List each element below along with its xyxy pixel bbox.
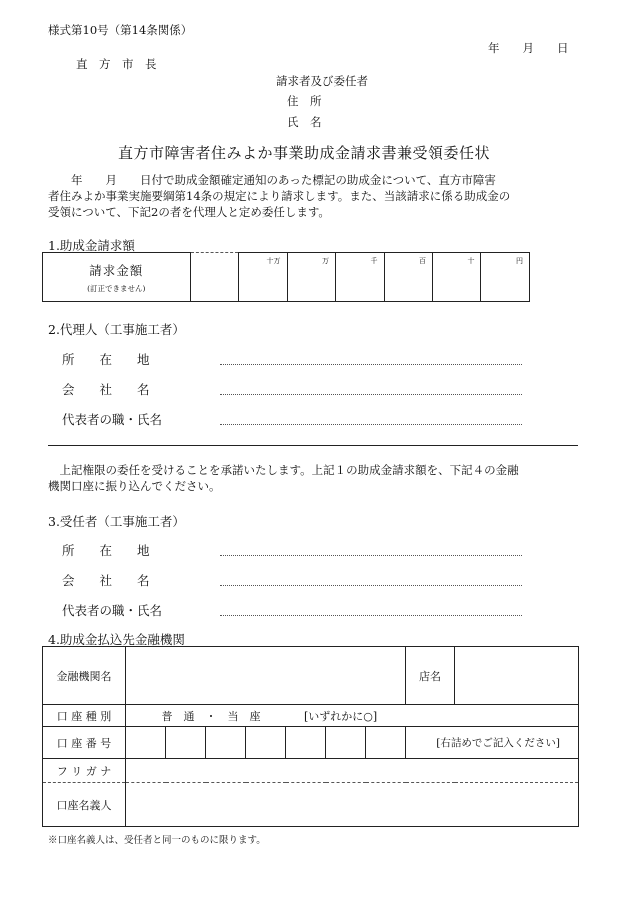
branch-input[interactable] <box>455 647 579 705</box>
section4-heading: 4.助成金払込先金融機関 <box>48 632 185 647</box>
applicant-name-label: 氏 名 <box>287 115 322 129</box>
bank-account-table <box>42 646 579 827</box>
assignee-address-label: 所 在 地 <box>62 543 150 558</box>
agent-address-line[interactable] <box>220 364 522 365</box>
footnote: ※口座名義人は、受任者と同一のものに限ります。 <box>48 835 266 846</box>
bank-name-label: 金融機関名 <box>43 647 126 705</box>
agent-company-line[interactable] <box>220 394 522 395</box>
amount-digit-cell[interactable]: 万 <box>287 253 335 302</box>
assignee-address-line[interactable] <box>220 555 522 556</box>
account-digit-cell[interactable] <box>126 727 166 759</box>
assignee-company-line[interactable] <box>220 585 522 586</box>
account-type-cell[interactable] <box>126 705 579 727</box>
intro-line: 受領について、下記2の者を代理人と定め委任します。 <box>48 205 330 219</box>
document-title: 直方市障害者住みよか事業助成金請求書兼受領委任状 <box>118 144 491 162</box>
form-number: 様式第10号（第14条関係） <box>48 23 193 37</box>
account-digit-cell[interactable] <box>206 727 246 759</box>
account-digit-cell[interactable] <box>286 727 326 759</box>
amount-digit-cell[interactable]: 十万 <box>239 253 287 302</box>
account-type-options[interactable]: 普 通 ・ 当 座 <box>161 709 261 723</box>
account-digit-cell[interactable] <box>166 727 206 759</box>
account-type-hint: [いずれかに○] <box>304 709 378 723</box>
date-line: 年 月 日 <box>488 41 569 55</box>
intro-line: 者住みよか事業実施要綱第14条の規定により請求します。また、当該請求に係る助成金の <box>48 189 511 203</box>
intro-line: 年 月 日付で助成金額確定通知のあった標記の助成金について、直方市障害 <box>48 173 496 187</box>
intro-paragraph <box>48 172 583 220</box>
consent-paragraph <box>48 462 583 494</box>
claim-amount-table <box>42 252 530 302</box>
addressee: 直 方 市 長 <box>76 57 157 71</box>
divider <box>48 445 578 446</box>
applicant-heading: 請求者及び委任者 <box>276 74 368 88</box>
section2-heading: 2.代理人（工事施工者） <box>48 322 185 337</box>
agent-address-label: 所 在 地 <box>62 352 150 367</box>
consent-line: 機関口座に振り込んでください。 <box>48 479 221 493</box>
furigana-input[interactable] <box>126 759 579 783</box>
amount-digit-cell[interactable]: 十 <box>432 253 480 302</box>
amount-digit-cell[interactable]: 千 <box>336 253 384 302</box>
furigana-label: フ リ ガ ナ <box>43 759 126 783</box>
account-digit-cell[interactable] <box>326 727 366 759</box>
agent-company-label: 会 社 名 <box>62 382 150 397</box>
account-number-hint: [右詰めでご記入ください] <box>406 727 579 759</box>
amount-digit-cell[interactable]: 百 <box>384 253 432 302</box>
claim-amount-label-cell <box>43 253 191 302</box>
amount-digit-cell[interactable] <box>190 253 238 302</box>
account-digit-cell[interactable] <box>246 727 286 759</box>
claim-amount-label: 請求金額 <box>89 262 144 278</box>
branch-label: 店名 <box>406 647 455 705</box>
account-number-label: 口 座 番 号 <box>43 727 126 759</box>
account-holder-input[interactable] <box>126 783 579 827</box>
assignee-company-label: 会 社 名 <box>62 573 150 588</box>
claim-amount-note: (訂正できません) <box>87 283 146 293</box>
agent-representative-label: 代表者の職・氏名 <box>62 412 163 427</box>
section3-heading: 3.受任者（工事施工者） <box>48 514 185 529</box>
account-digit-cell[interactable] <box>366 727 406 759</box>
account-type-label: 口 座 種 別 <box>43 705 126 727</box>
section1-heading: 1.助成金請求額 <box>48 238 135 253</box>
applicant-address-label: 住 所 <box>287 94 322 108</box>
bank-name-input[interactable] <box>126 647 406 705</box>
account-holder-label: 口座名義人 <box>43 783 126 827</box>
assignee-representative-line[interactable] <box>220 615 522 616</box>
assignee-representative-label: 代表者の職・氏名 <box>62 603 163 618</box>
consent-line: 上記権限の委任を受けることを承諾いたします。上記１の助成金請求額を、下記４の金融 <box>48 463 519 477</box>
agent-representative-line[interactable] <box>220 424 522 425</box>
amount-digit-cell[interactable]: 円 <box>481 253 530 302</box>
